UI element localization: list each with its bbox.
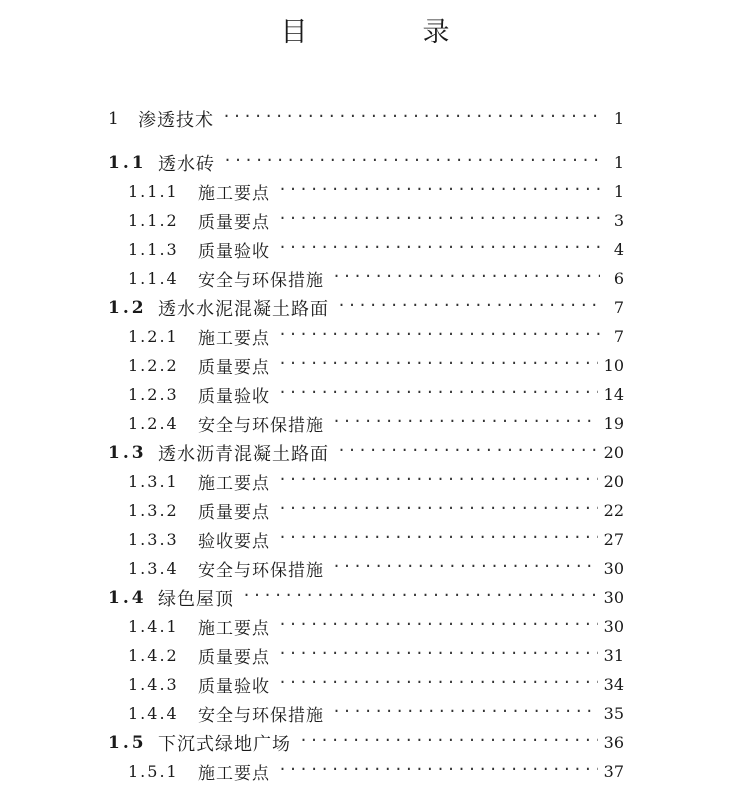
entry-number: 1.3.3	[128, 530, 179, 549]
entry-title: 透水水泥混凝土路面	[158, 298, 329, 320]
dot-leader	[278, 351, 598, 380]
toc-entry-subsection[interactable]	[0, 380, 624, 409]
entry-number: 1.1.2	[128, 211, 179, 230]
entry-number: 1.5.1	[128, 762, 179, 781]
toc-entry-subsection[interactable]	[0, 757, 624, 786]
dot-leader	[278, 612, 598, 641]
dot-leader	[278, 757, 598, 786]
toc-entry-chapter[interactable]	[0, 104, 624, 133]
entry-title: 安全与环保措施	[198, 416, 324, 436]
entry-number: 1.4	[108, 587, 147, 608]
entry-number: 1.4.3	[128, 675, 179, 694]
toc-entry-subsection[interactable]	[0, 612, 624, 641]
entry-title: 施工要点	[198, 474, 270, 494]
toc-entry-subsection[interactable]	[0, 351, 624, 380]
entry-number: 1.5	[108, 732, 147, 753]
entry-number: 1.2.3	[128, 385, 179, 404]
entry-number: 1.4.2	[128, 646, 179, 665]
dot-leader	[278, 206, 600, 235]
entry-page: 20	[603, 443, 624, 462]
page-title: 目 录	[280, 17, 494, 48]
entry-title: 质量要点	[198, 503, 270, 523]
dot-leader	[278, 525, 598, 554]
entry-page: 30	[603, 617, 624, 636]
dot-leader	[242, 583, 598, 612]
entry-title: 质量要点	[198, 648, 270, 668]
dot-leader	[332, 699, 598, 728]
entry-title: 施工要点	[198, 184, 270, 204]
entry-number: 1.3.4	[128, 559, 179, 578]
entry-number: 1.2.2	[128, 356, 179, 375]
entry-title: 质量要点	[198, 213, 270, 233]
entry-page: 31	[603, 646, 624, 665]
dot-leader	[299, 728, 598, 757]
entry-number: 1.2.4	[128, 414, 179, 433]
toc-entry-subsection[interactable]	[0, 699, 624, 728]
toc-entry-subsection[interactable]	[0, 206, 624, 235]
entry-page: 34	[603, 675, 624, 694]
entry-number: 1.1.4	[128, 269, 179, 288]
dot-leader	[278, 380, 598, 409]
dot-leader	[278, 177, 600, 206]
entry-title: 验收要点	[198, 532, 270, 552]
entry-page: 37	[603, 762, 624, 781]
toc-entry-subsection[interactable]	[0, 641, 624, 670]
entry-title: 施工要点	[198, 764, 270, 784]
entry-number: 1.3	[108, 442, 147, 463]
dot-leader	[278, 467, 598, 496]
entry-title: 渗透技术	[138, 109, 214, 131]
entry-number: 1.4.1	[128, 617, 179, 636]
entry-number: 1	[108, 108, 119, 129]
entry-title: 安全与环保措施	[198, 706, 324, 726]
dot-leader	[278, 496, 598, 525]
entry-page: 22	[603, 501, 624, 520]
dot-leader	[332, 264, 600, 293]
entry-title: 绿色屋顶	[158, 588, 234, 610]
entry-page: 7	[613, 327, 624, 346]
entry-page: 6	[613, 269, 624, 288]
entry-title: 施工要点	[198, 329, 270, 349]
toc-entry-section[interactable]	[0, 583, 624, 612]
entry-title: 透水砖	[158, 153, 215, 175]
entry-page: 1	[613, 182, 624, 201]
toc-entry-section[interactable]	[0, 293, 624, 322]
dot-leader	[278, 641, 598, 670]
entry-page: 30	[603, 588, 624, 607]
entry-page: 4	[613, 240, 624, 259]
entry-title: 安全与环保措施	[198, 271, 324, 291]
toc-entry-subsection[interactable]	[0, 322, 624, 351]
entry-page: 10	[603, 356, 624, 375]
entry-page: 3	[613, 211, 624, 230]
entry-page: 30	[603, 559, 624, 578]
entry-page: 27	[603, 530, 624, 549]
toc-entry-section[interactable]	[0, 438, 624, 467]
toc-entry-subsection[interactable]	[0, 496, 624, 525]
dot-leader	[222, 104, 600, 133]
entry-page: 14	[603, 385, 624, 404]
entry-title: 质量要点	[198, 358, 270, 378]
entry-title: 下沉式绿地广场	[158, 733, 291, 755]
toc-entry-subsection[interactable]	[0, 409, 624, 438]
entry-number: 1.1.3	[128, 240, 179, 259]
dot-leader	[278, 235, 600, 264]
entry-page: 35	[603, 704, 624, 723]
dot-leader	[223, 148, 600, 177]
toc-entry-subsection[interactable]	[0, 670, 624, 699]
dot-leader	[332, 409, 598, 438]
entry-page: 1	[613, 153, 624, 172]
dot-leader	[332, 554, 598, 583]
dot-leader	[278, 322, 600, 351]
entry-title: 质量验收	[198, 387, 270, 407]
entry-title: 质量验收	[198, 677, 270, 697]
toc-entry-subsection[interactable]	[0, 177, 624, 206]
dot-leader	[337, 438, 598, 467]
toc-entry-subsection[interactable]	[0, 554, 624, 583]
entry-number: 1.3.2	[128, 501, 179, 520]
toc-entry-section[interactable]	[0, 728, 624, 757]
entry-number: 1.2.1	[128, 327, 179, 346]
toc-entry-subsection[interactable]	[0, 467, 624, 496]
entry-number: 1.3.1	[128, 472, 179, 491]
entry-page: 19	[603, 414, 624, 433]
entry-title: 安全与环保措施	[198, 561, 324, 581]
toc-entry-section[interactable]	[0, 148, 624, 177]
entry-title: 透水沥青混凝土路面	[158, 443, 329, 465]
dot-leader	[278, 670, 598, 699]
dot-leader	[337, 293, 600, 322]
entry-page: 1	[613, 109, 624, 128]
entry-number: 1.1.1	[128, 182, 179, 201]
entry-title: 施工要点	[198, 619, 270, 639]
toc-entry-subsection[interactable]	[0, 525, 624, 554]
entry-number: 1.1	[108, 152, 147, 173]
entry-title: 质量验收	[198, 242, 270, 262]
entry-number: 1.4.4	[128, 704, 179, 723]
entry-number: 1.2	[108, 297, 147, 318]
toc-entry-subsection[interactable]	[0, 235, 624, 264]
entry-page: 20	[603, 472, 624, 491]
entry-page: 7	[613, 298, 624, 317]
toc-entry-subsection[interactable]	[0, 264, 624, 293]
entry-page: 36	[603, 733, 624, 752]
